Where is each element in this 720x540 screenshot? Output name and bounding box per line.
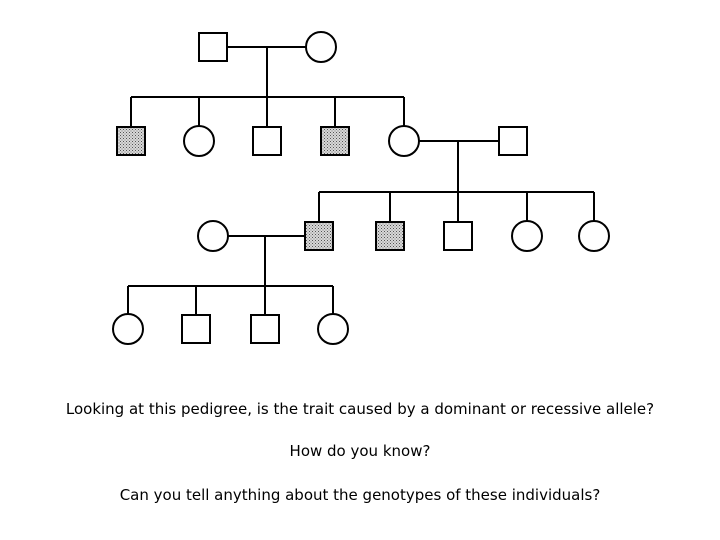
pedigree-lines (128, 47, 594, 315)
pedigree-symbols (113, 32, 609, 344)
unaffected-female-symbol (198, 221, 228, 251)
unaffected-female-symbol (389, 126, 419, 156)
unaffected-female-symbol (306, 32, 336, 62)
unaffected-female-symbol (113, 314, 143, 344)
question-how-do-you-know: How do you know? (289, 442, 431, 460)
unaffected-male-symbol (199, 33, 227, 61)
unaffected-female-symbol (318, 314, 348, 344)
unaffected-male-symbol (251, 315, 279, 343)
affected-male-symbol (305, 222, 333, 250)
unaffected-female-symbol (579, 221, 609, 251)
unaffected-male-symbol (499, 127, 527, 155)
question-dominant-recessive: Looking at this pedigree, is the trait caused by a dominant or recessive allele? (65, 400, 655, 418)
unaffected-female-symbol (512, 221, 542, 251)
question-genotypes: Can you tell anything about the genotypes of these individuals? (119, 486, 601, 504)
unaffected-female-symbol (184, 126, 214, 156)
affected-male-symbol (321, 127, 349, 155)
unaffected-male-symbol (444, 222, 472, 250)
unaffected-male-symbol (182, 315, 210, 343)
affected-male-symbol (117, 127, 145, 155)
affected-male-symbol (376, 222, 404, 250)
unaffected-male-symbol (253, 127, 281, 155)
